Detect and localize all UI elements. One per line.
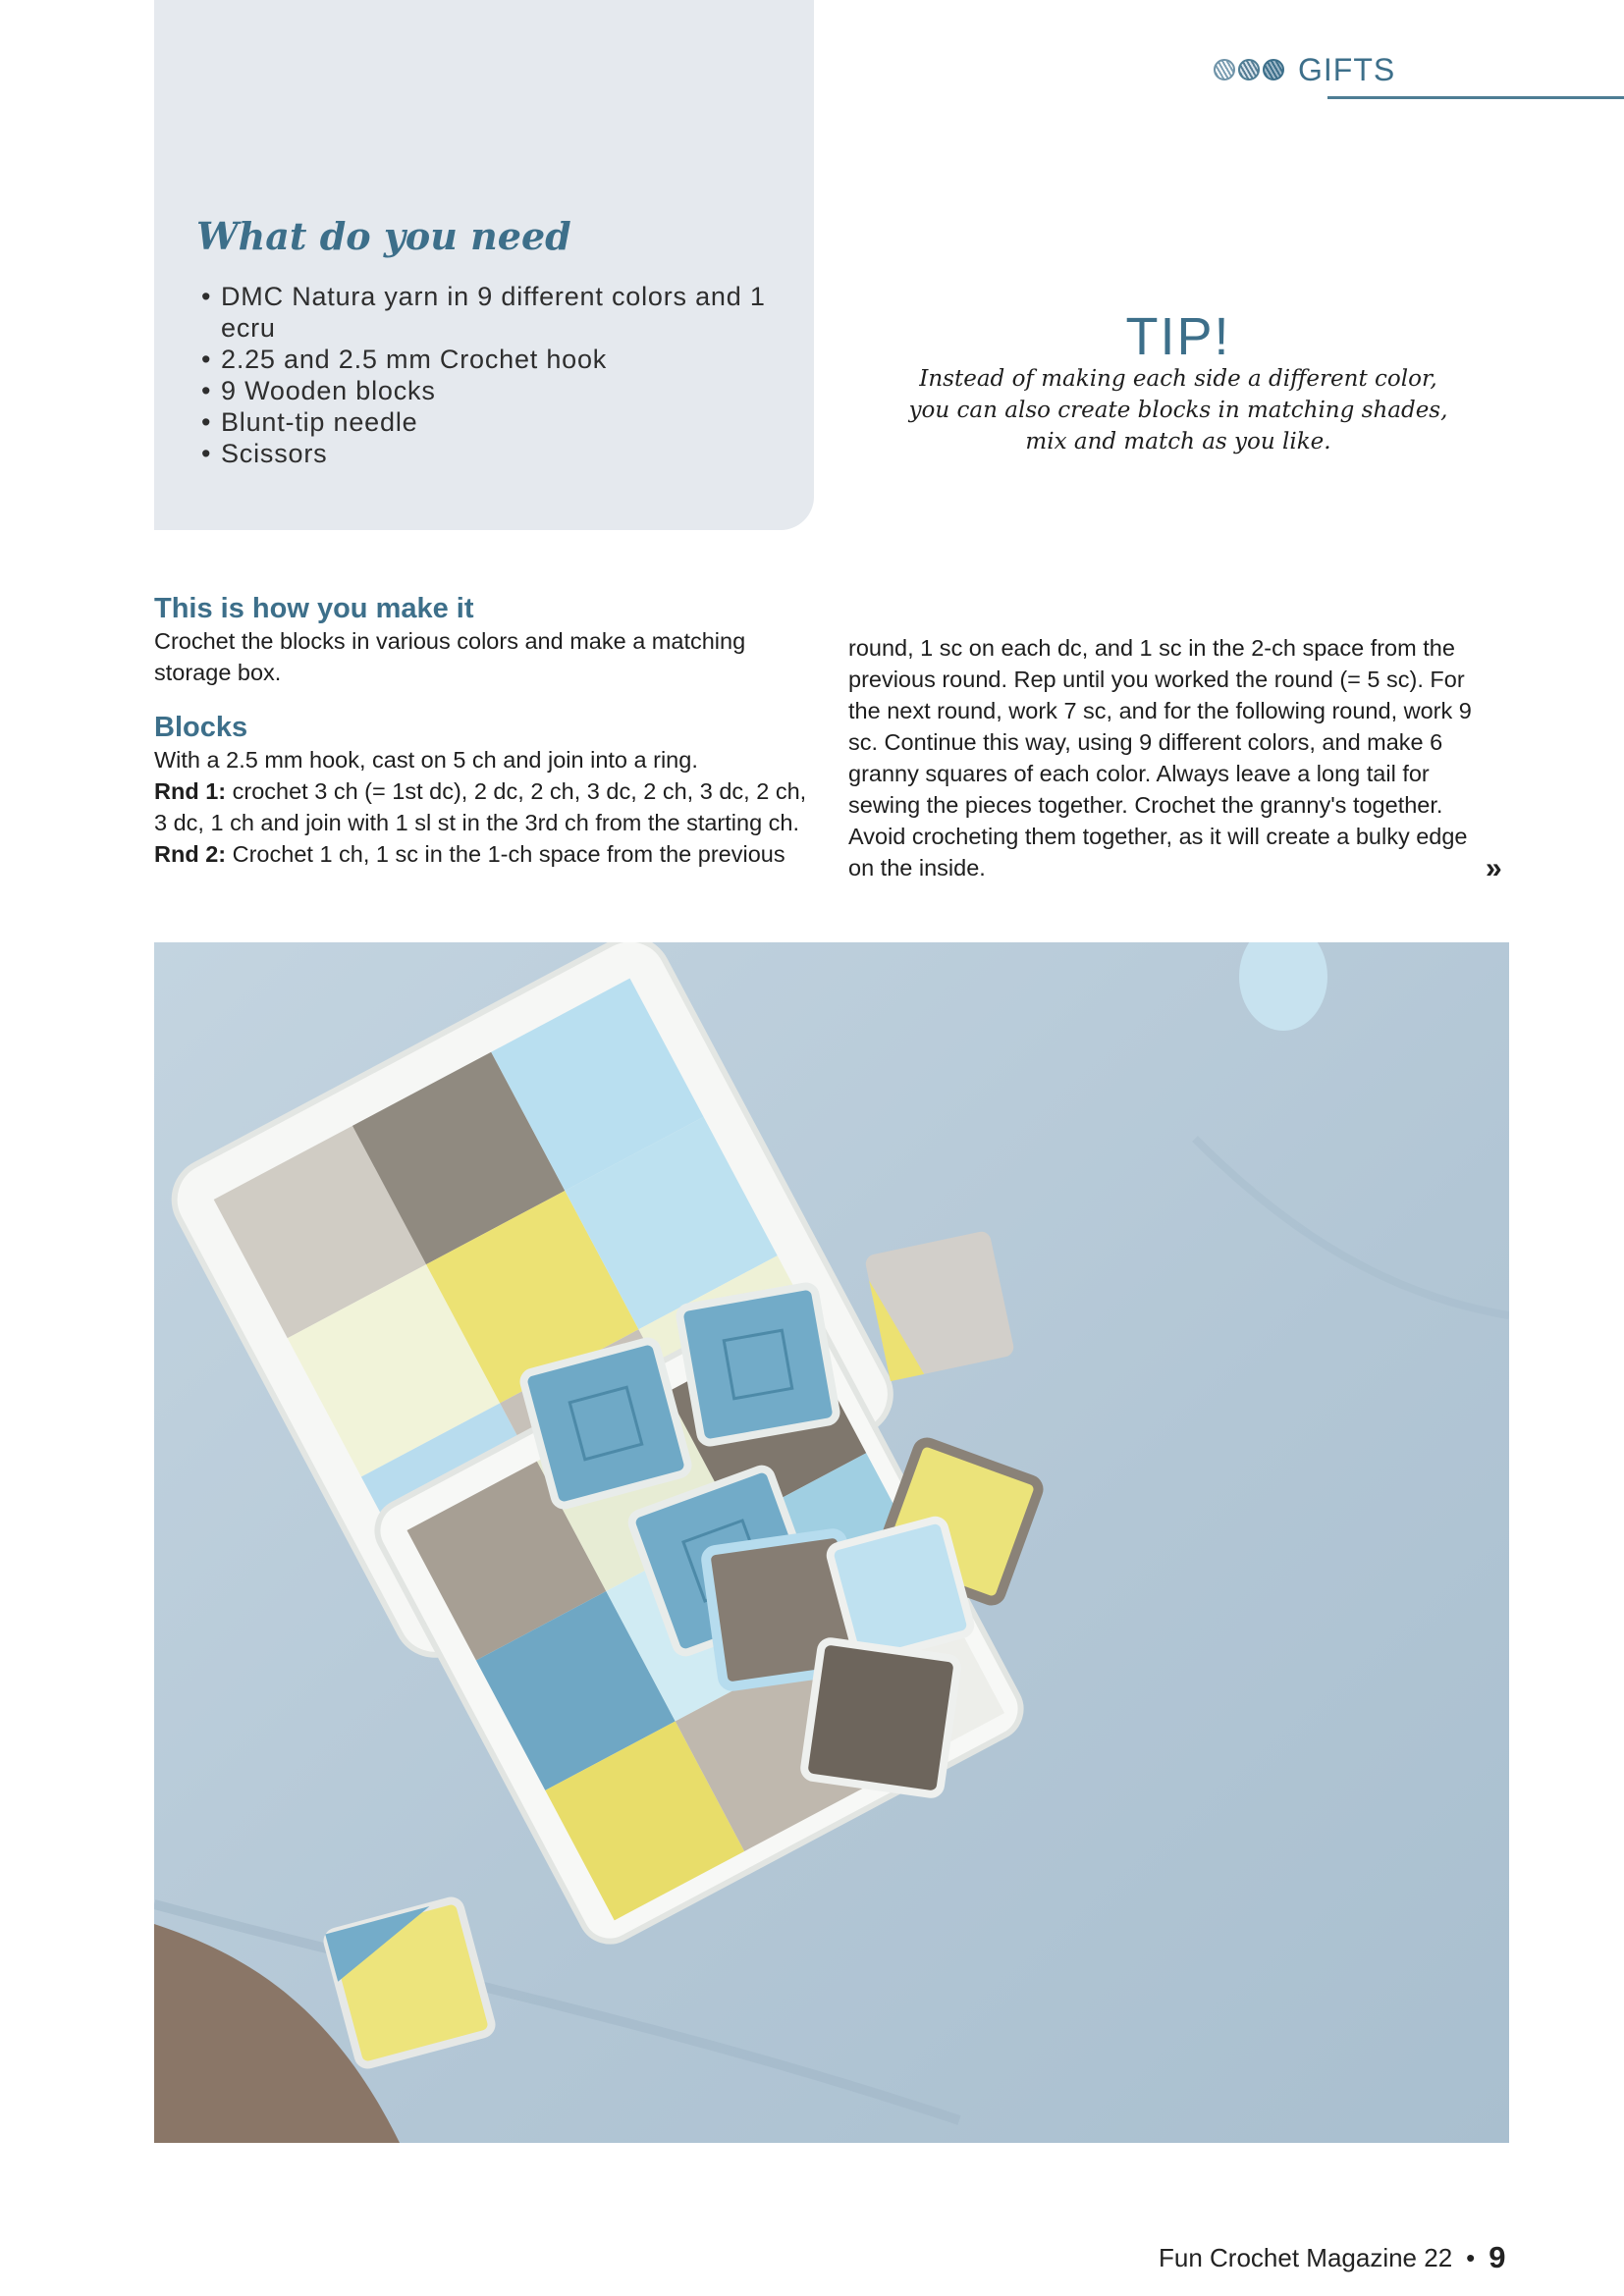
page-number: 9 [1489, 2240, 1506, 2274]
continue-arrow-icon: » [1486, 852, 1502, 884]
yarn-ball-icon [1263, 59, 1284, 80]
magazine-title: Fun Crochet Magazine 22 [1159, 2242, 1453, 2272]
yarn-ball-icon [1214, 59, 1235, 80]
page-footer [1159, 2240, 1506, 2275]
tip-title: TIP! [1125, 307, 1231, 366]
round-2 [154, 838, 822, 870]
materials-item: • 2.25 and 2.5 mm Crochet hook [201, 344, 771, 375]
round-2-label: Rnd 2: [154, 841, 227, 867]
instructions-intro: Crochet the blocks in various colors and make a matching storage box. [154, 628, 746, 685]
tip-line: you can also create blocks in matching shades, [908, 398, 1448, 423]
materials-item: • Scissors [201, 438, 771, 469]
yarn-ball-icons [1214, 59, 1284, 80]
tip-line: Instead of making each side a different color, [919, 366, 1437, 392]
materials-item: • DMC Natura yarn in 9 different colors and 1 ecru [201, 281, 771, 344]
round-1-text: crochet 3 ch (= 1st dc), 2 dc, 2 ch, 3 dc, 2 ch, 3 dc, 2 ch, 3 dc, 1 ch and join with 1 sl st in the 3rd ch from the starting ch. [154, 778, 807, 835]
project-photo [154, 942, 1509, 2143]
section-label: GIFTS [1298, 51, 1396, 87]
blocks-intro: With a 2.5 mm hook, cast on 5 ch and join into a ring. [154, 747, 698, 773]
yarn-ball-icon [1238, 59, 1260, 80]
instructions-heading: This is how you make it [154, 593, 474, 624]
materials-list [201, 281, 771, 469]
materials-title: What do you need [196, 214, 571, 258]
instructions-right-column [848, 632, 1496, 883]
footer-separator: • [1466, 2242, 1476, 2272]
instructions-continued: round, 1 sc on each dc, and 1 sc in the 2-ch space from the previous round. Rep until you worked the round (= 5 sc). For the next round, work 7 sc, and for the following round, work 9 sc. Continue this way, using 9 different colors, and make 6 granny squares of each color. Always leave a long tail for sewing the pieces together. Crochet the granny's together. Avoid crocheting them together, as it will create a bulky edge on the inside. [848, 635, 1472, 881]
tip-line: mix and match as you like. [1025, 429, 1331, 454]
round-1 [154, 775, 822, 838]
crochet-blocks-illustration [154, 942, 1509, 2143]
tip-text [864, 363, 1492, 457]
blocks-heading: Blocks [154, 712, 248, 743]
section-tag [1214, 47, 1395, 92]
header-rule [1327, 96, 1624, 99]
instructions-left-column [154, 593, 822, 870]
materials-item: • Blunt-tip needle [201, 406, 771, 438]
round-2-text: Crochet 1 ch, 1 sc in the 1-ch space from the previous [226, 841, 785, 867]
materials-item: • 9 Wooden blocks [201, 375, 771, 406]
round-1-label: Rnd 1: [154, 778, 227, 804]
